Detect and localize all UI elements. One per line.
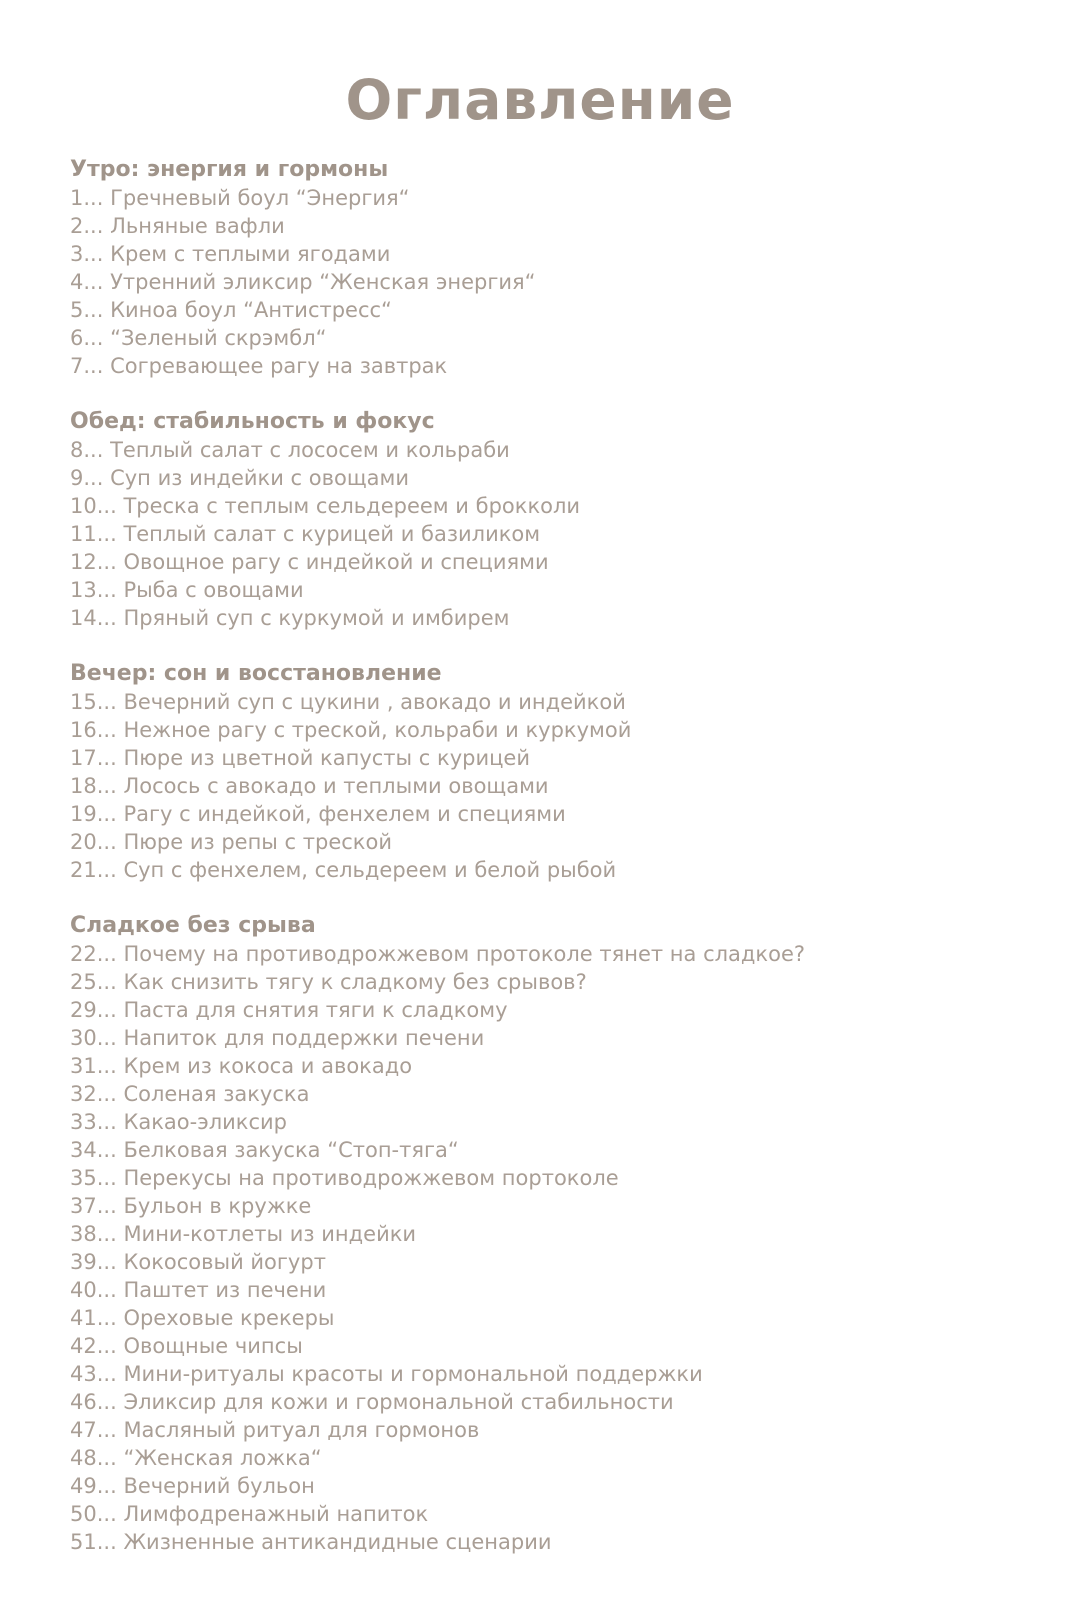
toc-entry[interactable] bbox=[70, 940, 1030, 968]
toc-entry[interactable] bbox=[70, 1304, 1030, 1332]
toc-entry-page-number: 15... bbox=[70, 690, 117, 714]
toc-entry[interactable] bbox=[70, 492, 1030, 520]
toc-entry-page-number: 49... bbox=[70, 1474, 117, 1498]
toc-entry-title: Бульон в кружке bbox=[123, 1194, 312, 1218]
toc-entry-title: Льняные вафли bbox=[110, 214, 285, 238]
toc-entry-title: Теплый салат с лососем и кольраби bbox=[110, 438, 510, 462]
toc-entry[interactable] bbox=[70, 1500, 1030, 1528]
toc-entry-page-number: 31... bbox=[70, 1054, 117, 1078]
toc-entry[interactable] bbox=[70, 716, 1030, 744]
toc-entry[interactable] bbox=[70, 688, 1030, 716]
toc-entry-title: Пюре из цветной капусты с курицей bbox=[123, 746, 530, 770]
toc-entry-page-number: 21... bbox=[70, 858, 117, 882]
toc-entry-page-number: 29... bbox=[70, 998, 117, 1022]
toc-entry-title: Рыба с овощами bbox=[123, 578, 304, 602]
toc-entry-page-number: 39... bbox=[70, 1250, 117, 1274]
toc-entry[interactable] bbox=[70, 800, 1030, 828]
toc-entry[interactable] bbox=[70, 436, 1030, 464]
toc-entry-page-number: 3... bbox=[70, 242, 104, 266]
toc-entry-title: Киноа боул “Антистресс“ bbox=[110, 298, 392, 322]
toc-entry-page-number: 33... bbox=[70, 1110, 117, 1134]
toc-entry-page-number: 22... bbox=[70, 942, 117, 966]
toc-entry[interactable] bbox=[70, 1108, 1030, 1136]
toc-entry-page-number: 4... bbox=[70, 270, 104, 294]
toc-entry-page-number: 38... bbox=[70, 1222, 117, 1246]
toc-entry[interactable] bbox=[70, 1332, 1030, 1360]
toc-entry[interactable] bbox=[70, 1276, 1030, 1304]
toc-section bbox=[70, 408, 1030, 632]
toc-entry[interactable] bbox=[70, 1388, 1030, 1416]
toc-entry-list bbox=[70, 436, 1030, 632]
toc-entry-title: Крем с теплыми ягодами bbox=[110, 242, 391, 266]
toc-entry-title: Рагу с индейкой, фенхелем и специями bbox=[123, 802, 566, 826]
toc-entry-page-number: 16... bbox=[70, 718, 117, 742]
toc-entry[interactable] bbox=[70, 1052, 1030, 1080]
toc-entry-page-number: 18... bbox=[70, 774, 117, 798]
toc-entry-title: Треска с теплым сельдереем и брокколи bbox=[123, 494, 581, 518]
toc-entry-title: Какао-эликсир bbox=[123, 1110, 287, 1134]
toc-entry-page-number: 19... bbox=[70, 802, 117, 826]
toc-entry-title: Пюре из репы с треской bbox=[123, 830, 392, 854]
toc-entry-page-number: 12... bbox=[70, 550, 117, 574]
toc-entry-page-number: 11... bbox=[70, 522, 117, 546]
toc-entry-page-number: 7... bbox=[70, 354, 104, 378]
toc-entry-page-number: 9... bbox=[70, 466, 104, 490]
toc-entry-page-number: 43... bbox=[70, 1362, 117, 1386]
toc-entry-title: “Женская ложка“ bbox=[123, 1446, 322, 1470]
toc-entry-title: Лимфодренажный напиток bbox=[123, 1502, 429, 1526]
toc-entry-title: Лосось с авокадо и теплыми овощами bbox=[123, 774, 549, 798]
toc-entry-title: Напиток для поддержки печени bbox=[123, 1026, 485, 1050]
toc-entry-page-number: 25... bbox=[70, 970, 117, 994]
toc-entry-title: Овощные чипсы bbox=[123, 1334, 303, 1358]
toc-entry-title: Гречневый боул “Энергия“ bbox=[110, 186, 410, 210]
toc-entry[interactable] bbox=[70, 744, 1030, 772]
page-title: Оглавление bbox=[345, 68, 735, 132]
toc-entry-page-number: 10... bbox=[70, 494, 117, 518]
toc-entry[interactable] bbox=[70, 240, 1030, 268]
toc-entry-page-number: 46... bbox=[70, 1390, 117, 1414]
toc-entry-title: Крем из кокоса и авокадо bbox=[123, 1054, 413, 1078]
toc-entry-title: Паста для снятия тяги к сладкому bbox=[123, 998, 508, 1022]
toc-entry-title: Утренний эликсир “Женская энергия“ bbox=[110, 270, 536, 294]
toc-entry-title: Пряный суп с куркумой и имбирем bbox=[123, 606, 510, 630]
section-heading: Утро: энергия и гормоны bbox=[70, 157, 389, 182]
toc-entry[interactable] bbox=[70, 1416, 1030, 1444]
toc-entry-page-number: 1... bbox=[70, 186, 104, 210]
toc-entry[interactable] bbox=[70, 996, 1030, 1024]
toc-entry-page-number: 48... bbox=[70, 1446, 117, 1470]
toc-entry[interactable] bbox=[70, 520, 1030, 548]
toc-entry-page-number: 50... bbox=[70, 1502, 117, 1526]
toc-section bbox=[70, 156, 1030, 380]
section-heading: Сладкое без срыва bbox=[70, 913, 316, 938]
toc-entry-page-number: 5... bbox=[70, 298, 104, 322]
toc-entry-list bbox=[70, 688, 1030, 884]
toc-entry[interactable] bbox=[70, 548, 1030, 576]
toc-entry[interactable] bbox=[70, 1248, 1030, 1276]
toc-entry-title: Кокосовый йогурт bbox=[123, 1250, 326, 1274]
toc-entry-title: Жизненные антикандидные сценарии bbox=[123, 1530, 552, 1554]
toc-entry[interactable] bbox=[70, 1024, 1030, 1052]
toc-entry-page-number: 30... bbox=[70, 1026, 117, 1050]
toc-entry-page-number: 37... bbox=[70, 1194, 117, 1218]
toc-entry[interactable] bbox=[70, 1472, 1030, 1500]
toc-entry[interactable] bbox=[70, 1080, 1030, 1108]
toc-entry-title: Паштет из печени bbox=[123, 1278, 327, 1302]
toc-entry-title: Суп из индейки с овощами bbox=[110, 466, 409, 490]
toc-entry-page-number: 32... bbox=[70, 1082, 117, 1106]
toc-entry-title: Овощное рагу с индейкой и специями bbox=[123, 550, 549, 574]
toc-entry[interactable] bbox=[70, 856, 1030, 884]
toc-entry[interactable] bbox=[70, 1360, 1030, 1388]
toc-entry[interactable] bbox=[70, 1164, 1030, 1192]
toc-entry-page-number: 40... bbox=[70, 1278, 117, 1302]
toc-entry-title: Мини-котлеты из индейки bbox=[123, 1222, 417, 1246]
toc-entry[interactable] bbox=[70, 212, 1030, 240]
toc-entry[interactable] bbox=[70, 352, 1030, 380]
toc-entry-page-number: 51... bbox=[70, 1530, 117, 1554]
toc-entry-title: Как снизить тягу к сладкому без срывов? bbox=[123, 970, 587, 994]
section-heading: Обед: стабильность и фокус bbox=[70, 409, 435, 434]
toc-entry-list bbox=[70, 940, 1030, 1556]
toc-entry-page-number: 35... bbox=[70, 1166, 117, 1190]
toc-entry-title: “Зеленый скрэмбл“ bbox=[110, 326, 327, 350]
toc-entry-title: Эликсир для кожи и гормональной стабильности bbox=[123, 1390, 674, 1414]
toc-entry-list bbox=[70, 184, 1030, 380]
toc-entry[interactable] bbox=[70, 604, 1030, 632]
toc-entry[interactable] bbox=[70, 1136, 1030, 1164]
toc-entry-title: Суп с фенхелем, сельдереем и белой рыбой bbox=[123, 858, 617, 882]
toc-entry[interactable] bbox=[70, 464, 1030, 492]
toc-entry[interactable] bbox=[70, 1528, 1030, 1556]
toc-section bbox=[70, 912, 1030, 1556]
toc-entry-title: Перекусы на противодрожжевом портоколе bbox=[123, 1166, 619, 1190]
toc-entry-page-number: 34... bbox=[70, 1138, 117, 1162]
toc-entry[interactable] bbox=[70, 324, 1030, 352]
toc-entry-title: Соленая закуска bbox=[123, 1082, 310, 1106]
toc-entry[interactable] bbox=[70, 268, 1030, 296]
toc-entry[interactable] bbox=[70, 828, 1030, 856]
toc-entry-title: Нежное рагу с треской, кольраби и куркумой bbox=[123, 718, 632, 742]
toc-entry-title: Мини-ритуалы красоты и гормональной поддержки bbox=[123, 1362, 703, 1386]
toc-entry-title: Согревающее рагу на завтрак bbox=[110, 354, 448, 378]
table-of-contents bbox=[70, 156, 1030, 1556]
toc-entry[interactable] bbox=[70, 576, 1030, 604]
toc-entry-page-number: 42... bbox=[70, 1334, 117, 1358]
toc-entry-title: Вечерний суп с цукини , авокадо и индейкой bbox=[123, 690, 626, 714]
toc-entry[interactable] bbox=[70, 772, 1030, 800]
toc-entry-title: Масляный ритуал для гормонов bbox=[123, 1418, 480, 1442]
toc-section bbox=[70, 660, 1030, 884]
toc-entry-page-number: 14... bbox=[70, 606, 117, 630]
toc-entry[interactable] bbox=[70, 1220, 1030, 1248]
toc-entry-title: Вечерний бульон bbox=[123, 1474, 315, 1498]
toc-entry-page-number: 41... bbox=[70, 1306, 117, 1330]
toc-entry-page-number: 6... bbox=[70, 326, 104, 350]
toc-entry-page-number: 8... bbox=[70, 438, 104, 462]
toc-entry-page-number: 20... bbox=[70, 830, 117, 854]
toc-entry[interactable] bbox=[70, 968, 1030, 996]
toc-entry[interactable] bbox=[70, 1444, 1030, 1472]
toc-entry-page-number: 2... bbox=[70, 214, 104, 238]
toc-entry-page-number: 13... bbox=[70, 578, 117, 602]
toc-entry-title: Белковая закуска “Стоп-тяга“ bbox=[123, 1138, 459, 1162]
toc-entry-page-number: 47... bbox=[70, 1418, 117, 1442]
section-heading: Вечер: сон и восстановление bbox=[70, 661, 442, 686]
toc-entry[interactable] bbox=[70, 184, 1030, 212]
toc-entry-title: Почему на противодрожжевом протоколе тянет на сладкое? bbox=[123, 942, 806, 966]
toc-entry[interactable] bbox=[70, 1192, 1030, 1220]
toc-entry[interactable] bbox=[70, 296, 1030, 324]
toc-entry-title: Ореховые крекеры bbox=[123, 1306, 335, 1330]
toc-entry-title: Теплый салат с курицей и базиликом bbox=[123, 522, 541, 546]
toc-entry-page-number: 17... bbox=[70, 746, 117, 770]
